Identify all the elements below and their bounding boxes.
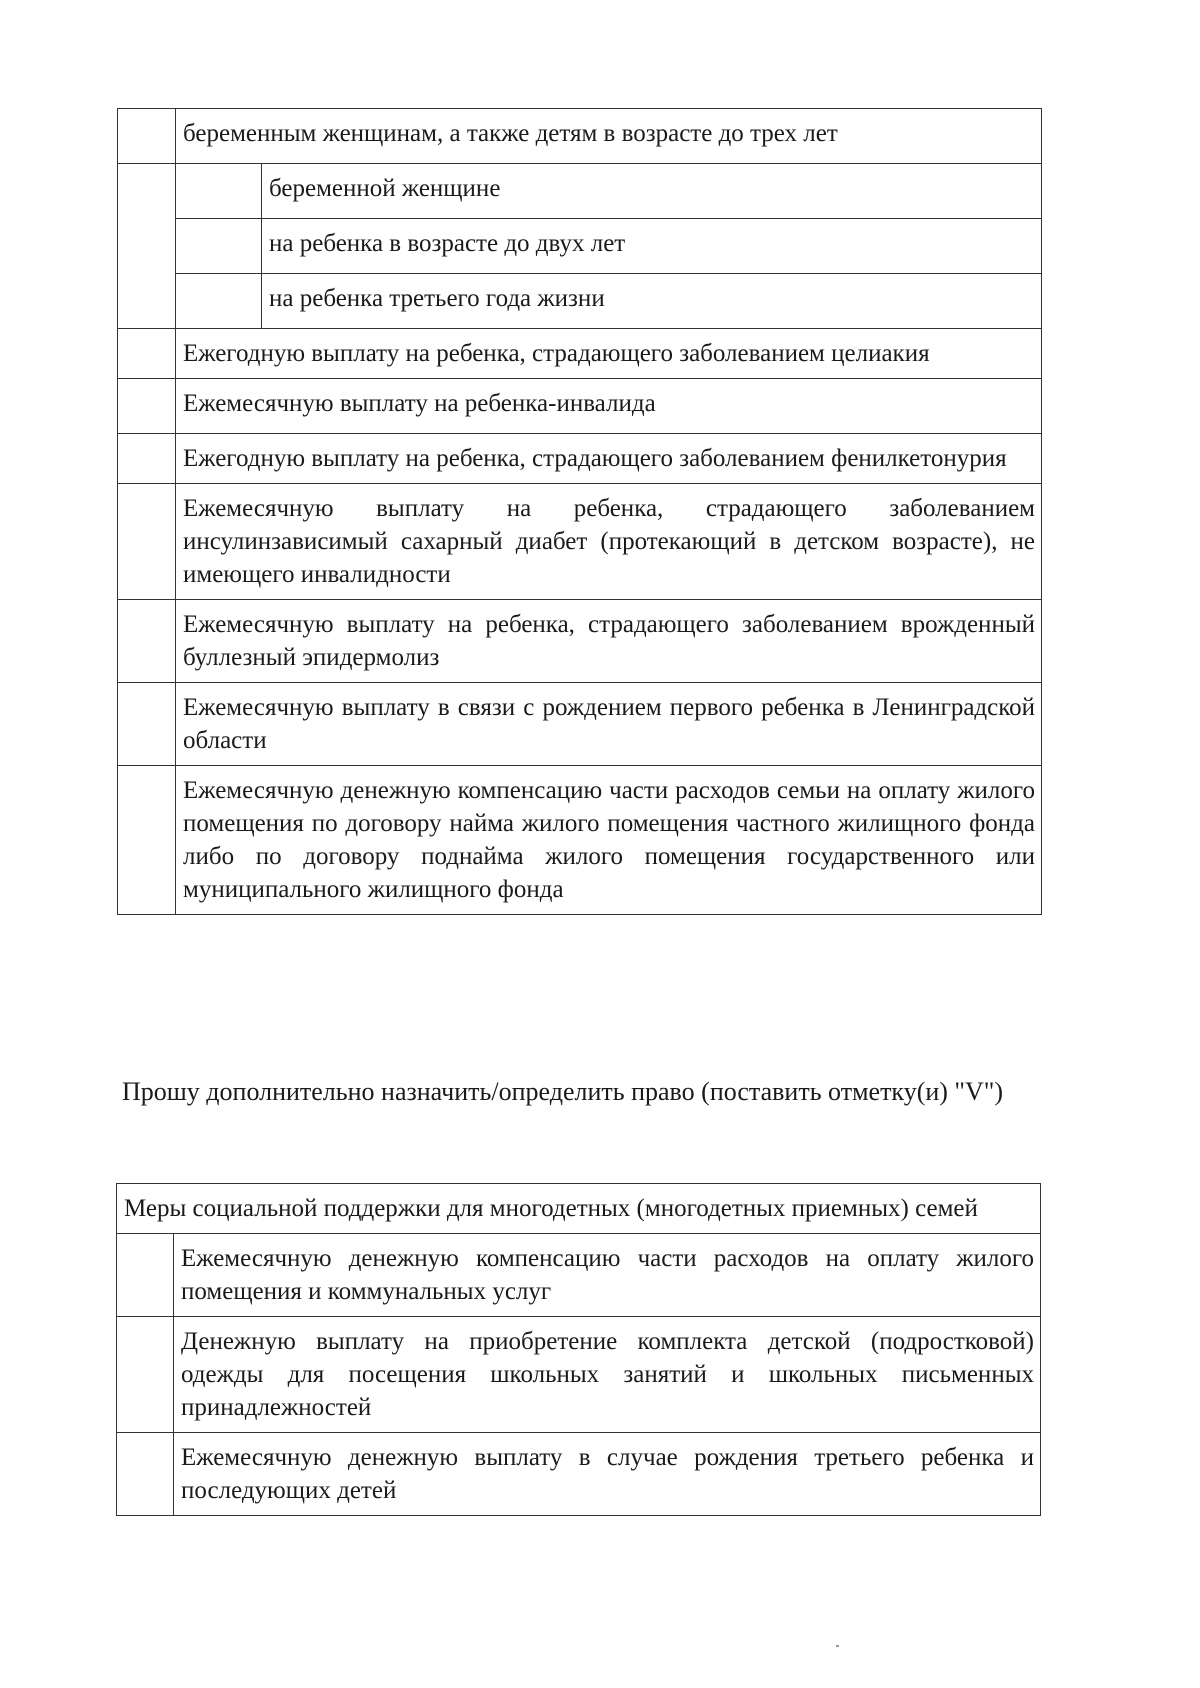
table-row — [118, 434, 1042, 484]
table-row — [118, 219, 1042, 274]
checkbox-cell[interactable] — [118, 600, 176, 683]
checkbox-cell[interactable] — [118, 109, 176, 164]
item-label: Ежегодную выплату на ребенка, страдающего заболеванием целиакия — [176, 329, 1042, 379]
table-row — [118, 484, 1042, 600]
benefits-table — [117, 108, 1042, 915]
table-row — [118, 329, 1042, 379]
table-row — [117, 1433, 1041, 1516]
item-label: Ежемесячную выплату в связи с рождением первого ребенка в Ленинградской области — [176, 683, 1042, 766]
group-spacer-cell — [118, 164, 176, 329]
checkbox-cell[interactable] — [117, 1317, 174, 1433]
checkbox-cell[interactable] — [117, 1433, 174, 1516]
table-row — [118, 766, 1042, 915]
table-row — [118, 683, 1042, 766]
section-header: Меры социальной поддержки для многодетных (многодетных приемных) семей — [117, 1184, 1041, 1234]
item-label: Ежегодную выплату на ребенка, страдающего заболеванием фенилкетонурия — [176, 434, 1042, 484]
table-row — [118, 379, 1042, 434]
group-header-label: беременным женщинам, а также детям в возрасте до трех лет — [176, 109, 1042, 164]
checkbox-cell[interactable] — [118, 329, 176, 379]
scan-speck — [836, 1645, 839, 1647]
large-family-table — [116, 1183, 1041, 1516]
request-note: Прошу дополнительно назначить/определить право (поставить отметку(и) "V") — [122, 1077, 1004, 1106]
item-label: Денежную выплату на приобретение комплекта детской (подростковой) одежды для посещения школьных занятий и школьных письменных принадлежностей — [174, 1317, 1041, 1433]
sub-item-label: на ребенка в возрасте до двух лет — [262, 219, 1042, 274]
sub-item-label: на ребенка третьего года жизни — [262, 274, 1042, 329]
checkbox-cell[interactable] — [118, 683, 176, 766]
checkbox-cell[interactable] — [176, 219, 262, 274]
checkbox-cell[interactable] — [118, 484, 176, 600]
item-label: Ежемесячную денежную компенсацию части расходов семьи на оплату жилого помещения по договору найма жилого помещения частного жилищного фонда либо по договору поднайма жилого помещения государственного или муниципального жилищного фонда — [176, 766, 1042, 915]
table-row — [117, 1184, 1041, 1234]
item-label: Ежемесячную выплату на ребенка, страдающего заболеванием врожденный буллезный эпидермолиз — [176, 600, 1042, 683]
checkbox-cell[interactable] — [118, 379, 176, 434]
item-label: Ежемесячную денежную выплату в случае рождения третьего ребенка и последующих детей — [174, 1433, 1041, 1516]
item-label: Ежемесячную выплату на ребенка, страдающего заболеванием инсулинзависимый сахарный диабет (протекающий в детском возрасте), не имеющего инвалидности — [176, 484, 1042, 600]
table-row — [118, 109, 1042, 164]
item-label: Ежемесячную денежную компенсацию части расходов на оплату жилого помещения и коммунальных услуг — [174, 1234, 1041, 1317]
table-row — [117, 1317, 1041, 1433]
checkbox-cell[interactable] — [118, 766, 176, 915]
checkbox-cell[interactable] — [117, 1234, 174, 1317]
table-row — [118, 274, 1042, 329]
checkbox-cell[interactable] — [176, 164, 262, 219]
table-row — [118, 600, 1042, 683]
table-row — [117, 1234, 1041, 1317]
checkbox-cell[interactable] — [176, 274, 262, 329]
table-row — [118, 164, 1042, 219]
item-label: Ежемесячную выплату на ребенка-инвалида — [176, 379, 1042, 434]
checkbox-cell[interactable] — [118, 434, 176, 484]
sub-item-label: беременной женщине — [262, 164, 1042, 219]
